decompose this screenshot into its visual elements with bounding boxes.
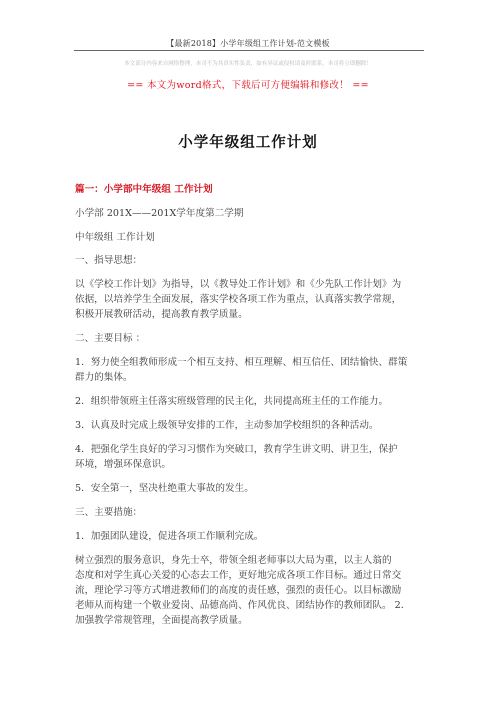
- disclaimer-text: 本文部分内容来自网络整理，本司不为其真实性负责，如有异议或侵权请及时联系，本司将立即删除！: [124, 61, 372, 67]
- section-heading: 篇一：小学部中年级组 工作计划: [75, 184, 213, 195]
- paragraph-line: 1．加强团队建设，促进各项工作顺利完成。: [75, 531, 264, 542]
- paragraph-line: 流，理论学习等方式增进教师们的高度的责任感，强烈的责任心。以目标激励: [75, 585, 402, 596]
- paragraph-line: 3．认真及时完成上级领导安排的工作，主动参加学校组织的各种活动。: [75, 420, 379, 431]
- paragraph-line: 老师从而构建一个敬业爱岗、品德高尚、作风优良、团结协作的教师团队。 2．: [75, 600, 411, 611]
- paragraph-line: 5．安全第一，坚决杜绝重大事故的发生。: [75, 483, 254, 494]
- paragraph-line: 1．努力使全组教师形成一个相互支持、相互理解、相互信任、团结愉快、群策: [75, 357, 408, 368]
- paragraph-line: 以《学校工作计划》为指导，以《教导处工作计划》和《少先队工作计划》为: [75, 279, 402, 290]
- document-title: 小学年级组工作计划: [178, 134, 318, 151]
- paragraph-line: 中年级组 工作计划: [75, 232, 155, 243]
- paragraph-line: 加强教学常规管理，全面提高教学质量。: [75, 615, 248, 626]
- paragraph-line: 4．把强化学生良好的学习习惯作为突破口，教育学生讲文明、讲卫生，保护: [75, 444, 398, 455]
- paragraph-line: 积极开展教研活动，提高教育教学质量。: [75, 309, 248, 320]
- paragraph-line: 一、指导思想：: [75, 255, 143, 266]
- paragraph-line: 依据，以培养学生全面发展，落实学校各项工作为重点，认真落实教学常规，: [75, 294, 402, 305]
- header-divider: [74, 50, 424, 51]
- paragraph-line: 群力的集体。: [75, 372, 133, 383]
- format-notice: == 本文为word格式，下载后可方便编辑和修改！ ==: [127, 80, 369, 91]
- paragraph-line: 三、主要措施：: [75, 507, 143, 518]
- paragraph-line: 树立强烈的服务意识，身先士卒，带领全组老师事以大局为重，以主人翁的: [75, 555, 392, 566]
- paragraph-line: 2．组织带领班主任落实班级管理的民主化，共同提高班主任的工作能力。: [75, 396, 389, 407]
- page-header-title: 【最新2018】小学年级组工作计划-范文模板: [166, 39, 330, 48]
- paragraph-line: 环境，增强环保意识。: [75, 459, 171, 470]
- paragraph-line: 二、主要目标 ：: [75, 333, 146, 344]
- paragraph-line: 态度和对学生真心关爱的心态去工作，更好地完成各项工作目标。通过日常交: [75, 570, 402, 581]
- paragraph-line: 小学部 201X——201X学年度第二学期: [75, 208, 244, 219]
